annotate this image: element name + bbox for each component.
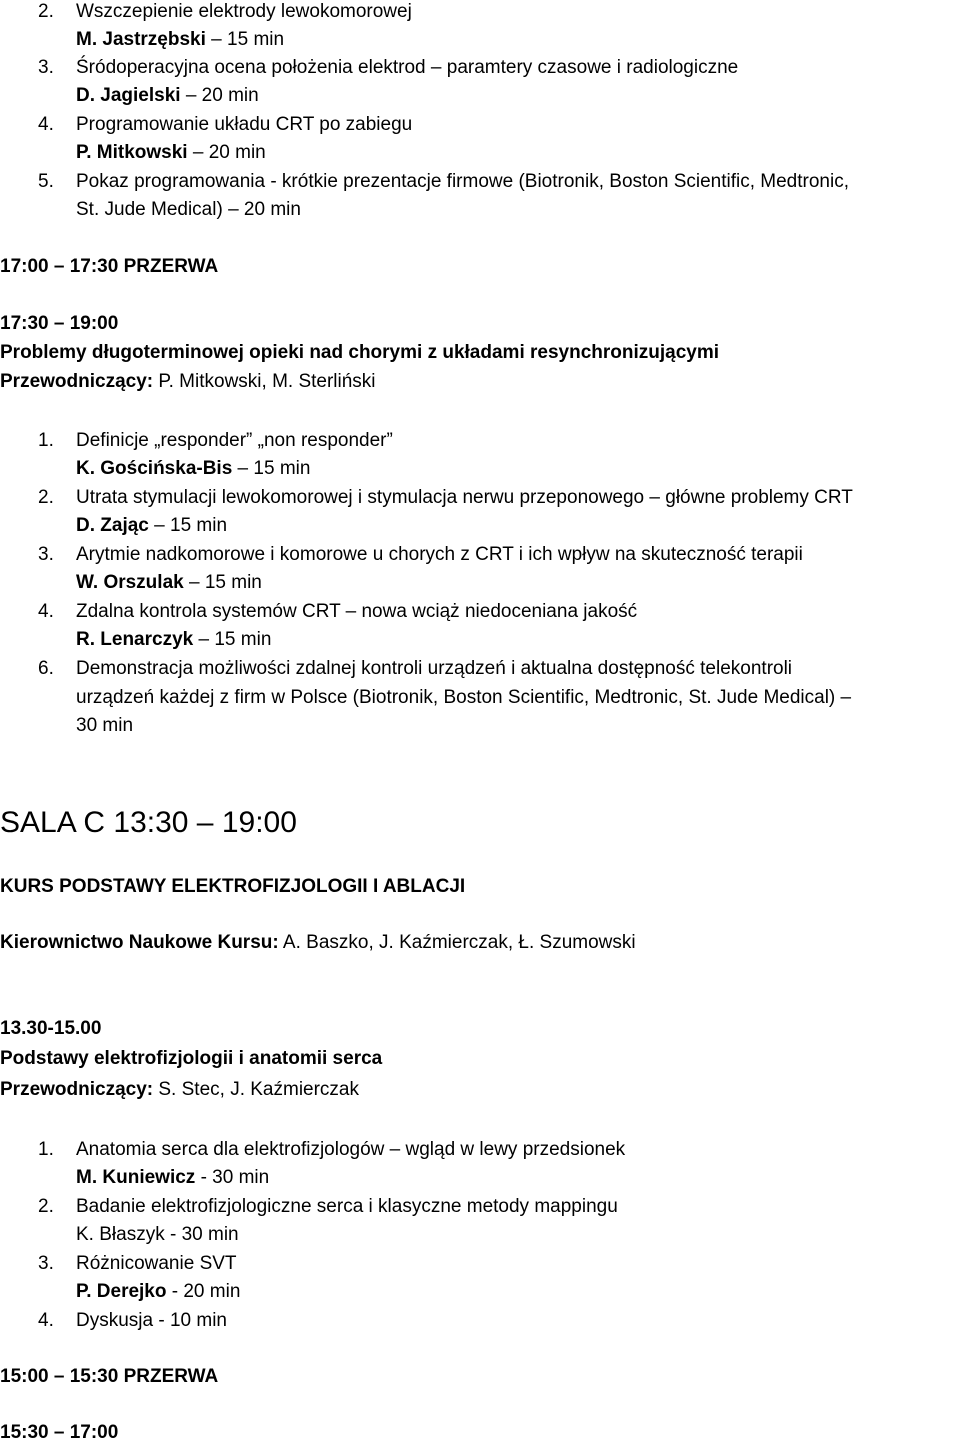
duration: – 15 min — [148, 515, 228, 536]
speaker-name: D. Jagielski — [76, 85, 181, 106]
duration: – 15 min — [205, 29, 285, 50]
speaker-name: P. Mitkowski — [76, 142, 188, 163]
item-number: 4. — [38, 114, 54, 135]
course-leaders — [0, 931, 636, 955]
break-heading: 15:00 – 15:30 PRZERWA — [0, 1366, 219, 1387]
speaker-name: M. Jastrzębski — [76, 29, 206, 50]
speaker-name: P. Derejko — [76, 1281, 167, 1302]
course-leaders-label: Kierownictwo Naukowe Kursu: — [0, 932, 279, 953]
item-number: 1. — [38, 430, 54, 451]
course-leaders-names: A. Baszko, J. Kaźmierczak, Ł. Szumowski — [278, 932, 636, 953]
item-speaker-line — [76, 571, 262, 595]
item-title: Pokaz programowania - krótkie prezentacje firmowe (Biotronik, Boston Scientific, Medtronic, — [76, 171, 849, 192]
duration: - 20 min — [166, 1281, 241, 1302]
duration: – 20 min — [187, 142, 266, 163]
chairs-label: Przewodniczący: — [0, 1079, 154, 1100]
item-title: Badanie elektrofizjologiczne serca i klasyczne metody mappingu — [76, 1196, 618, 1217]
item-speaker-line — [76, 84, 259, 108]
speaker-name: W. Orszulak — [76, 572, 184, 593]
item-number: 4. — [38, 601, 54, 622]
item-speaker-line — [76, 457, 310, 481]
chairs-names: P. Mitkowski, M. Sterliński — [153, 371, 376, 392]
item-speaker-line — [76, 141, 266, 165]
item-title: Programowanie układu CRT po zabiegu — [76, 114, 413, 135]
duration: – 15 min — [232, 458, 311, 479]
item-title: Definicje „responder” „non responder” — [76, 430, 393, 451]
chairs-label: Przewodniczący: — [0, 371, 154, 392]
item-title: Śródoperacyjna ocena położenia elektrod – paramtery czasowe i radiologiczne — [76, 57, 739, 78]
item-speaker-line — [76, 1166, 269, 1190]
duration: – 15 min — [183, 572, 262, 593]
duration: – 15 min — [193, 629, 272, 650]
session-chairs — [0, 1078, 359, 1102]
session-title: Problemy długoterminowej opieki nad chorymi z układami resynchronizującymi — [0, 342, 720, 363]
room-heading: SALA C 13:30 – 19:00 — [0, 806, 297, 839]
session-time: 17:30 – 19:00 — [0, 313, 119, 334]
item-number: 4. — [38, 1310, 54, 1331]
item-title: Utrata stymulacji lewokomorowej i stymulacja nerwu przeponowego – główne problemy CRT — [76, 487, 853, 508]
item-title: Arytmie nadkomorowe i komorowe u chorych z CRT i ich wpływ na skuteczność terapii — [76, 544, 803, 565]
item-title: Anatomia serca dla elektrofizjologów – wgląd w lewy przedsionek — [76, 1139, 626, 1160]
item-number: 2. — [38, 487, 54, 508]
item-speaker-line: K. Błaszyk - 30 min — [76, 1224, 239, 1245]
session-title: Podstawy elektrofizjologii i anatomii serca — [0, 1048, 383, 1069]
session-time: 15:30 – 17:00 — [0, 1422, 119, 1443]
item-number: 1. — [38, 1139, 54, 1160]
item-number: 2. — [38, 1, 54, 22]
chairs-names: S. Stec, J. Kaźmierczak — [153, 1079, 360, 1100]
item-continuation: St. Jude Medical) – 20 min — [76, 199, 301, 220]
item-title: Wszczepienie elektrody lewokomorowej — [76, 1, 412, 22]
item-title: Demonstracja możliwości zdalnej kontroli urządzeń i aktualna dostępność telekontroli — [76, 658, 793, 679]
item-number: 5. — [38, 171, 54, 192]
item-title: Dyskusja - 10 min — [76, 1310, 227, 1331]
item-speaker-line — [76, 628, 271, 652]
speaker-name: D. Zając — [76, 515, 149, 536]
session-time: 13.30-15.00 — [0, 1018, 102, 1039]
item-number: 3. — [38, 1253, 54, 1274]
item-speaker-line — [76, 514, 227, 538]
item-number: 6. — [38, 658, 54, 679]
item-title: Różnicowanie SVT — [76, 1253, 237, 1274]
item-continuation: 30 min — [76, 715, 134, 736]
course-title: KURS PODSTAWY ELEKTROFIZJOLOGII I ABLACJI — [0, 876, 466, 897]
speaker-name: K. Gościńska-Bis — [76, 458, 233, 479]
item-speaker-line — [76, 28, 284, 52]
break-heading: 17:00 – 17:30 PRZERWA — [0, 256, 219, 277]
item-number: 2. — [38, 1196, 54, 1217]
item-number: 3. — [38, 57, 54, 78]
duration: - 30 min — [195, 1167, 270, 1188]
item-title: Zdalna kontrola systemów CRT – nowa wciąż niedoceniana jakość — [76, 601, 638, 622]
session-chairs — [0, 370, 376, 394]
item-number: 3. — [38, 544, 54, 565]
item-speaker-line — [76, 1280, 240, 1304]
speaker-name: R. Lenarczyk — [76, 629, 194, 650]
speaker-name: M. Kuniewicz — [76, 1167, 196, 1188]
item-continuation: urządzeń każdej z firm w Polsce (Biotronik, Boston Scientific, Medtronic, St. Jude Medical) – — [76, 687, 852, 708]
duration: – 20 min — [180, 85, 259, 106]
